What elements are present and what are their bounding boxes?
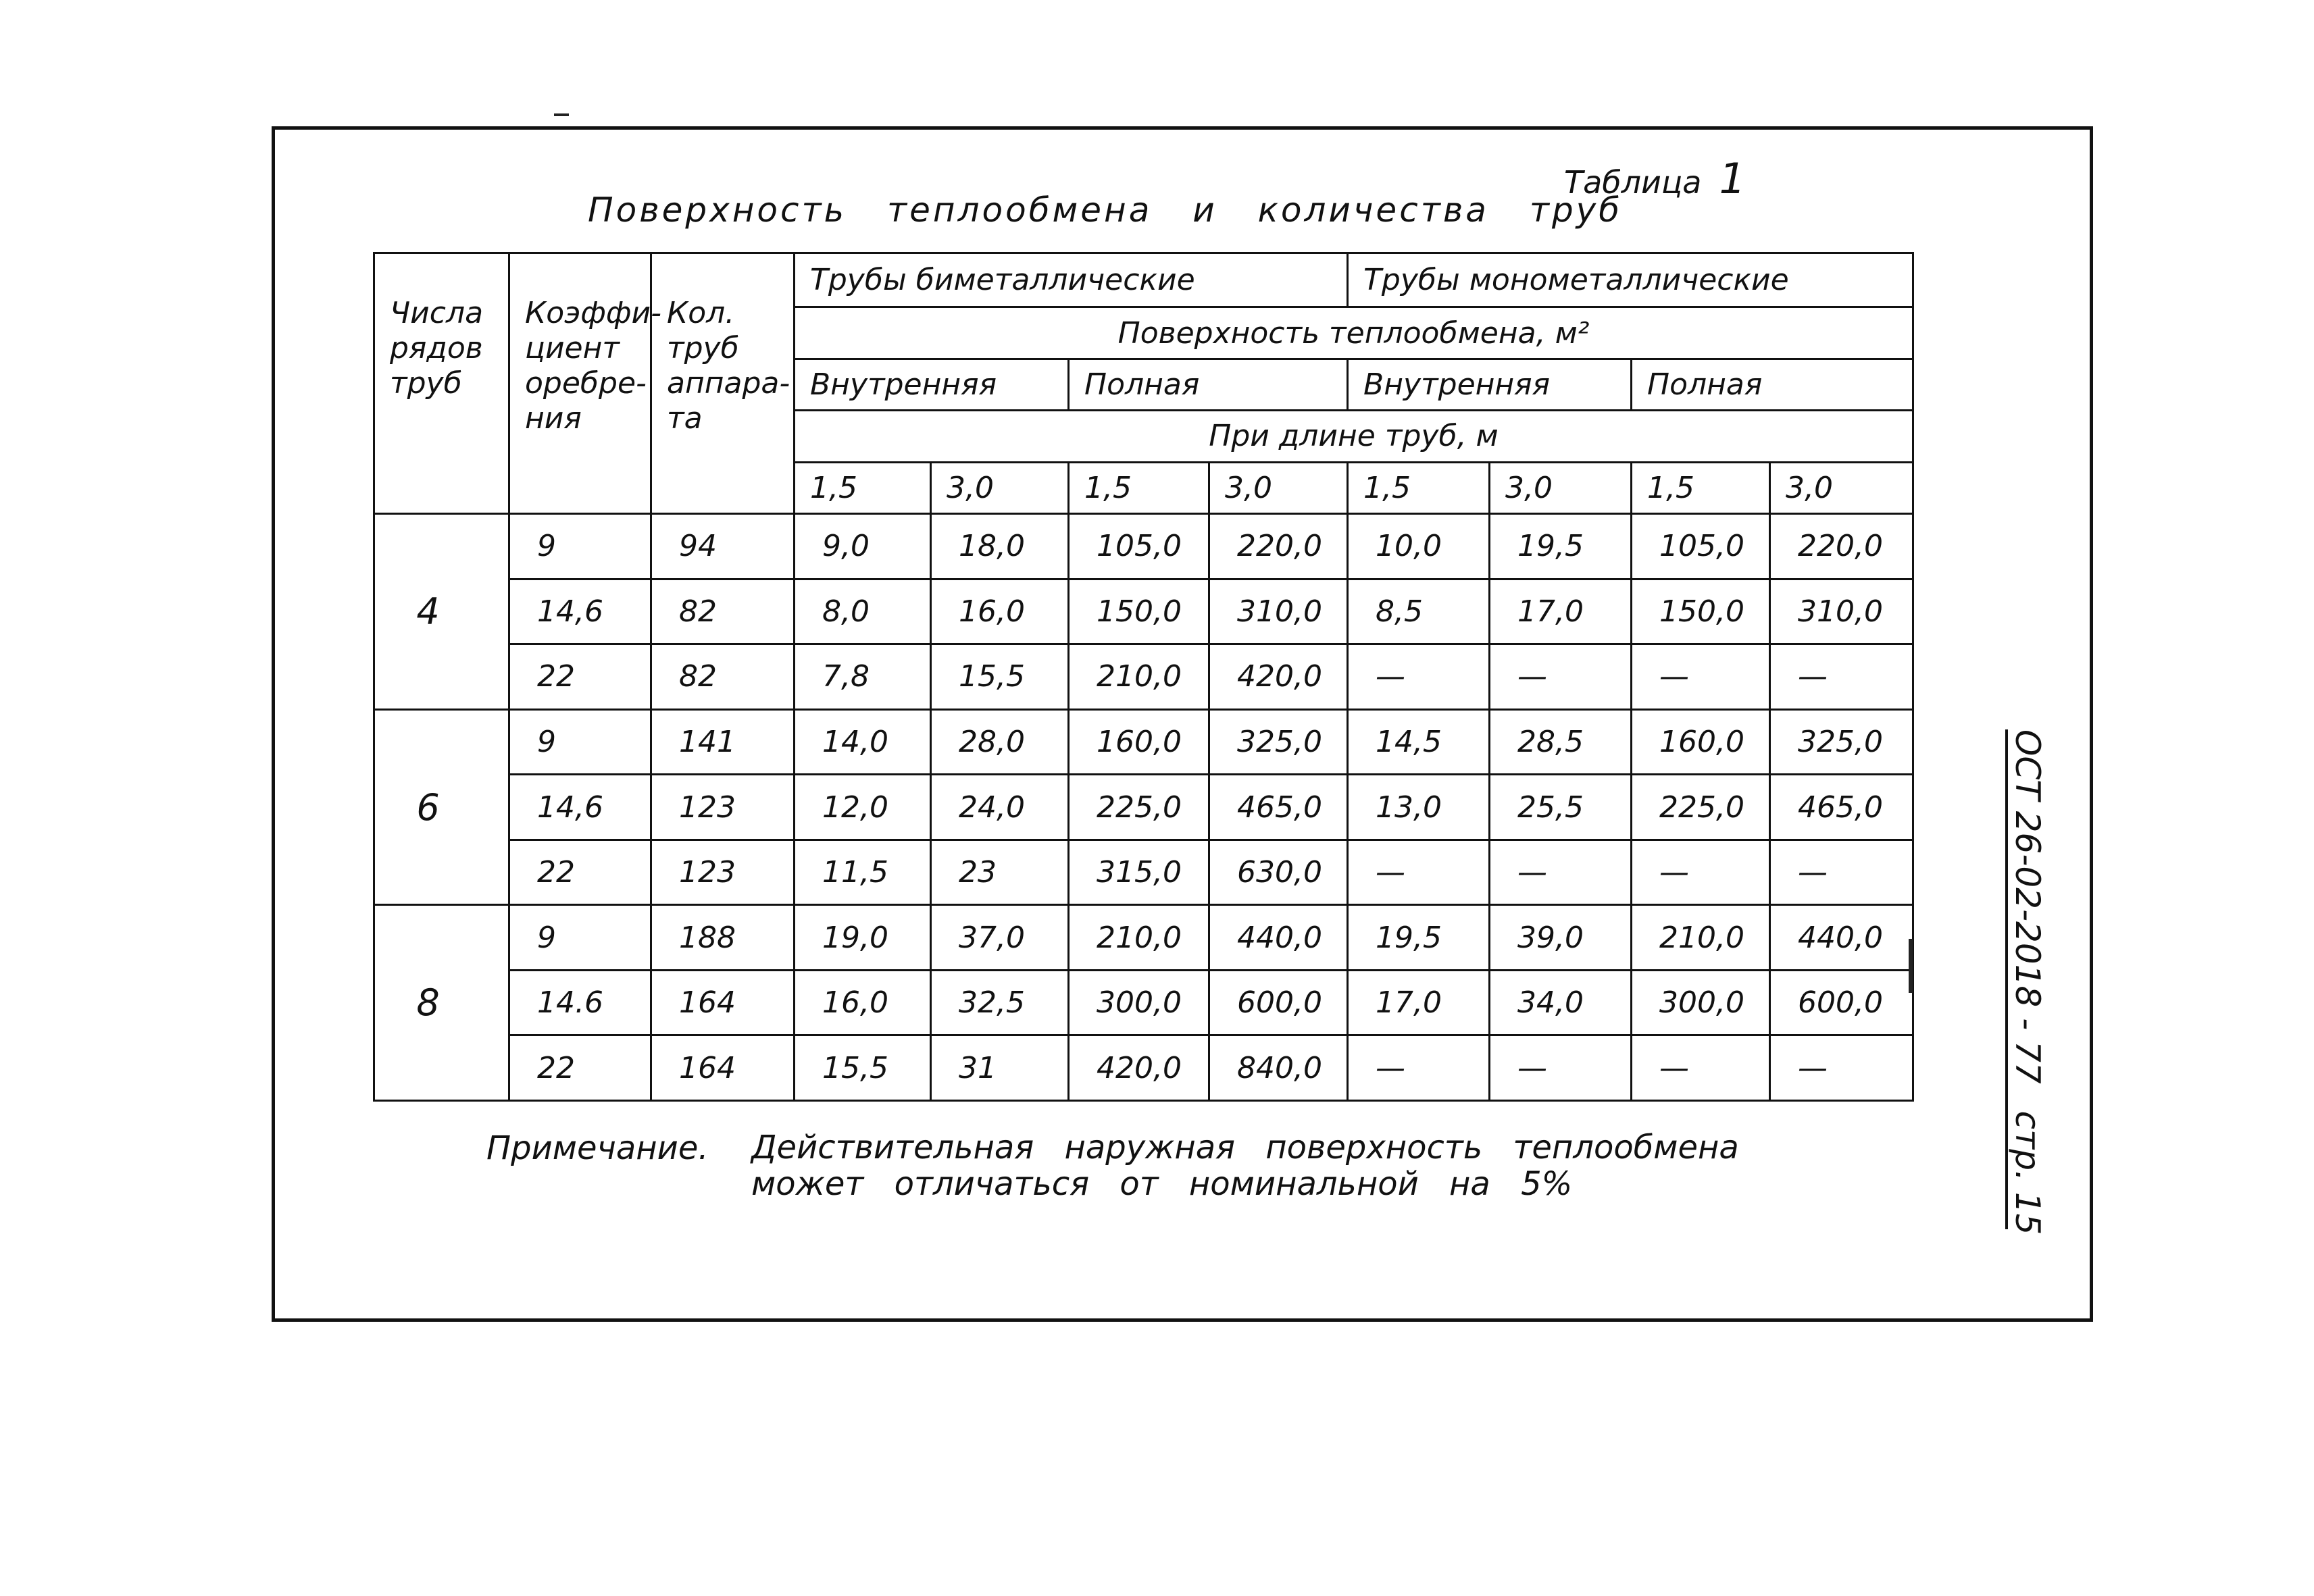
length-cell: 3,0 — [931, 462, 1069, 513]
header-length: При длине труб, м — [795, 411, 1913, 462]
length-cell: 3,0 — [1770, 462, 1913, 513]
length-cell: 1,5 — [1632, 462, 1770, 513]
table-row — [374, 709, 1913, 775]
header-rows: Числа рядов труб — [374, 253, 509, 514]
table-row — [374, 905, 1913, 971]
value-cell: 37,0 — [931, 905, 1069, 971]
scan-mark — [554, 113, 569, 116]
standard-code: ОСТ 26-02-2018 - 77 — [2008, 729, 2047, 1084]
value-cell: 840,0 — [1209, 1035, 1348, 1101]
length-cell: 3,0 — [1490, 462, 1632, 513]
value-cell: 210,0 — [1069, 644, 1209, 710]
value-cell: — — [1770, 840, 1913, 905]
page-number: стр. 15 — [2008, 1110, 2047, 1235]
table-row — [374, 579, 1913, 644]
coef-cell: 22 — [509, 1035, 651, 1101]
value-cell: 150,0 — [1069, 579, 1209, 644]
value-cell: 17,0 — [1348, 970, 1490, 1035]
value-cell: 12,0 — [795, 775, 931, 840]
value-cell: — — [1490, 644, 1632, 710]
count-cell: 164 — [651, 970, 795, 1035]
length-cell: 1,5 — [1069, 462, 1209, 513]
value-cell: 220,0 — [1770, 514, 1913, 580]
coef-cell: 22 — [509, 644, 651, 710]
coef-cell: 22 — [509, 840, 651, 905]
value-cell: 9,0 — [795, 514, 931, 580]
value-cell: 8,5 — [1348, 579, 1490, 644]
side-underline — [2005, 729, 2047, 1235]
value-cell: 465,0 — [1770, 775, 1913, 840]
value-cell: 150,0 — [1632, 579, 1770, 644]
value-cell: 32,5 — [931, 970, 1069, 1035]
value-cell: 8,0 — [795, 579, 931, 644]
header-full-monometal: Полная — [1632, 359, 1913, 410]
value-cell: 17,0 — [1490, 579, 1632, 644]
value-cell: 16,0 — [795, 970, 931, 1035]
value-cell: 310,0 — [1770, 579, 1913, 644]
value-cell: 325,0 — [1770, 709, 1913, 775]
value-cell: 220,0 — [1209, 514, 1348, 580]
table-row — [374, 775, 1913, 840]
table-row — [374, 514, 1913, 580]
value-cell: — — [1632, 644, 1770, 710]
value-cell: 210,0 — [1069, 905, 1209, 971]
header-bimetal: Трубы биметаллические — [795, 253, 1348, 307]
length-cell: 1,5 — [795, 462, 931, 513]
rows-count-cell: 4 — [374, 514, 509, 710]
coef-cell: 14.6 — [509, 970, 651, 1035]
value-cell: — — [1490, 1035, 1632, 1101]
value-cell: 325,0 — [1209, 709, 1348, 775]
value-cell: 300,0 — [1632, 970, 1770, 1035]
value-cell: 105,0 — [1069, 514, 1209, 580]
value-cell: 420,0 — [1209, 644, 1348, 710]
value-cell: 7,8 — [795, 644, 931, 710]
value-cell: 24,0 — [931, 775, 1069, 840]
value-cell: 11,5 — [795, 840, 931, 905]
value-cell: — — [1770, 1035, 1913, 1101]
header-full-bimetal: Полная — [1069, 359, 1348, 410]
value-cell: — — [1348, 840, 1490, 905]
value-cell: 600,0 — [1209, 970, 1348, 1035]
value-cell: 10,0 — [1348, 514, 1490, 580]
table-number: 1 — [1719, 154, 1746, 203]
value-cell: 31 — [931, 1035, 1069, 1101]
count-cell: 164 — [651, 1035, 795, 1101]
table-title: Поверхность теплообмена и количества труб — [588, 190, 1623, 230]
value-cell: 19,5 — [1490, 514, 1632, 580]
count-cell: 123 — [651, 840, 795, 905]
coef-cell: 9 — [509, 709, 651, 775]
count-cell: 94 — [651, 514, 795, 580]
count-cell: 188 — [651, 905, 795, 971]
count-cell: 82 — [651, 579, 795, 644]
value-cell: 28,0 — [931, 709, 1069, 775]
length-cell: 3,0 — [1209, 462, 1348, 513]
value-cell: 14,5 — [1348, 709, 1490, 775]
value-cell: 23 — [931, 840, 1069, 905]
value-cell: 300,0 — [1069, 970, 1209, 1035]
value-cell: 105,0 — [1632, 514, 1770, 580]
table-row — [374, 644, 1913, 710]
value-cell: 13,0 — [1348, 775, 1490, 840]
scan-tick — [1909, 939, 1913, 993]
header-inner-bimetal: Внутренняя — [795, 359, 1069, 410]
value-cell: 19,5 — [1348, 905, 1490, 971]
value-cell: 630,0 — [1209, 840, 1348, 905]
side-stamp — [2005, 729, 2047, 1235]
value-cell: 315,0 — [1069, 840, 1209, 905]
coef-cell: 14,6 — [509, 579, 651, 644]
value-cell: 28,5 — [1490, 709, 1632, 775]
header-tube-count: Кол. труб аппара-та — [651, 253, 795, 514]
value-cell: 210,0 — [1632, 905, 1770, 971]
note-label: Примечание. — [486, 1129, 709, 1167]
value-cell: 225,0 — [1069, 775, 1209, 840]
value-cell: 18,0 — [931, 514, 1069, 580]
rows-count-cell: 6 — [374, 709, 509, 905]
value-cell: 310,0 — [1209, 579, 1348, 644]
value-cell: 465,0 — [1209, 775, 1348, 840]
value-cell: 160,0 — [1632, 709, 1770, 775]
value-cell: 440,0 — [1209, 905, 1348, 971]
value-cell: — — [1632, 1035, 1770, 1101]
coef-cell: 14,6 — [509, 775, 651, 840]
heat-exchange-table — [373, 252, 1914, 1102]
table-row — [374, 840, 1913, 905]
value-cell: — — [1770, 644, 1913, 710]
value-cell: 160,0 — [1069, 709, 1209, 775]
length-cell: 1,5 — [1348, 462, 1490, 513]
table-row — [374, 970, 1913, 1035]
table-row — [374, 1035, 1913, 1101]
header-surface: Поверхность теплообмена, м² — [795, 307, 1913, 359]
value-cell: 16,0 — [931, 579, 1069, 644]
table-label-text: Таблица — [1564, 164, 1702, 201]
rows-count-cell: 8 — [374, 905, 509, 1101]
header-monometal: Трубы монометаллические — [1348, 253, 1913, 307]
note-text: Действительная наружная поверхность теплообмена может отличаться от номинальной на 5% — [751, 1129, 1739, 1203]
coef-cell: 9 — [509, 514, 651, 580]
value-cell: 19,0 — [795, 905, 931, 971]
value-cell: 440,0 — [1770, 905, 1913, 971]
count-cell: 123 — [651, 775, 795, 840]
count-cell: 141 — [651, 709, 795, 775]
coef-cell: 9 — [509, 905, 651, 971]
value-cell: 25,5 — [1490, 775, 1632, 840]
value-cell: — — [1348, 644, 1490, 710]
value-cell: — — [1632, 840, 1770, 905]
value-cell: 39,0 — [1490, 905, 1632, 971]
value-cell: 600,0 — [1770, 970, 1913, 1035]
value-cell: 15,5 — [795, 1035, 931, 1101]
value-cell: 15,5 — [931, 644, 1069, 710]
value-cell: — — [1348, 1035, 1490, 1101]
value-cell: 420,0 — [1069, 1035, 1209, 1101]
value-cell: — — [1490, 840, 1632, 905]
count-cell: 82 — [651, 644, 795, 710]
value-cell: 34,0 — [1490, 970, 1632, 1035]
value-cell: 14,0 — [795, 709, 931, 775]
header-coefficient: Коэффи-циент оребре-ния — [509, 253, 651, 514]
value-cell: 225,0 — [1632, 775, 1770, 840]
header-inner-monometal: Внутренняя — [1348, 359, 1632, 410]
